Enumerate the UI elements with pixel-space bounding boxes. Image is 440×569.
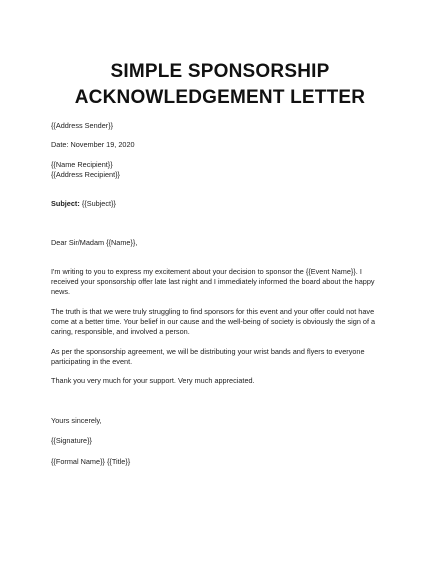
paragraph-line: Thank you very much for your support. Very much appreciated.	[51, 376, 255, 385]
paragraph-line: come at a better time. Your belief in our cause and the well-being of society is obviously the sign of a	[51, 317, 376, 326]
paragraph-line: received your sponsorship offer late last night and I immediately informed the board about the happy	[51, 277, 375, 286]
letter-date: Date: November 19, 2020	[51, 140, 135, 149]
paragraph-line: The truth is that we were truly struggling to find sponsors for this event and your offer could not have	[51, 307, 375, 316]
paragraph-line: news.	[51, 287, 71, 296]
paragraph-line: participating in the event.	[51, 357, 133, 366]
salutation: Dear Sir/Madam {{Name}},	[51, 238, 138, 247]
paragraph-line: caring, responsible, and involved a person.	[51, 327, 190, 336]
paragraph-3	[51, 347, 396, 367]
paragraph-line: I'm writing to you to express my excitement about your decision to sponsor the {{Event Name}}. I	[51, 267, 362, 276]
subject-value: {{Subject}}	[79, 199, 116, 208]
document-title-line-2: ACKNOWLEDGEMENT LETTER	[74, 87, 366, 108]
recipient-name: {{Name Recipient}}	[51, 160, 113, 169]
subject-label: Subject:	[51, 199, 80, 208]
paragraph-line: As per the sponsorship agreement, we will be distributing your wrist bands and flyers to everyone	[51, 347, 365, 356]
document-title-line-1: SIMPLE SPONSORSHIP	[110, 61, 330, 82]
signature-placeholder: {{Signature}}	[51, 436, 92, 445]
recipient-address: {{Address Recipient}}	[51, 170, 120, 179]
sender-address: {{Address Sender}}	[51, 121, 114, 130]
paragraph-1	[51, 267, 396, 297]
closing-text: Yours sincerely,	[51, 416, 102, 425]
subject-line	[51, 199, 396, 209]
paragraph-2	[51, 307, 396, 337]
formal-name-title: {{Formal Name}} {{Title}}	[51, 457, 131, 466]
paragraph-4	[51, 376, 396, 386]
